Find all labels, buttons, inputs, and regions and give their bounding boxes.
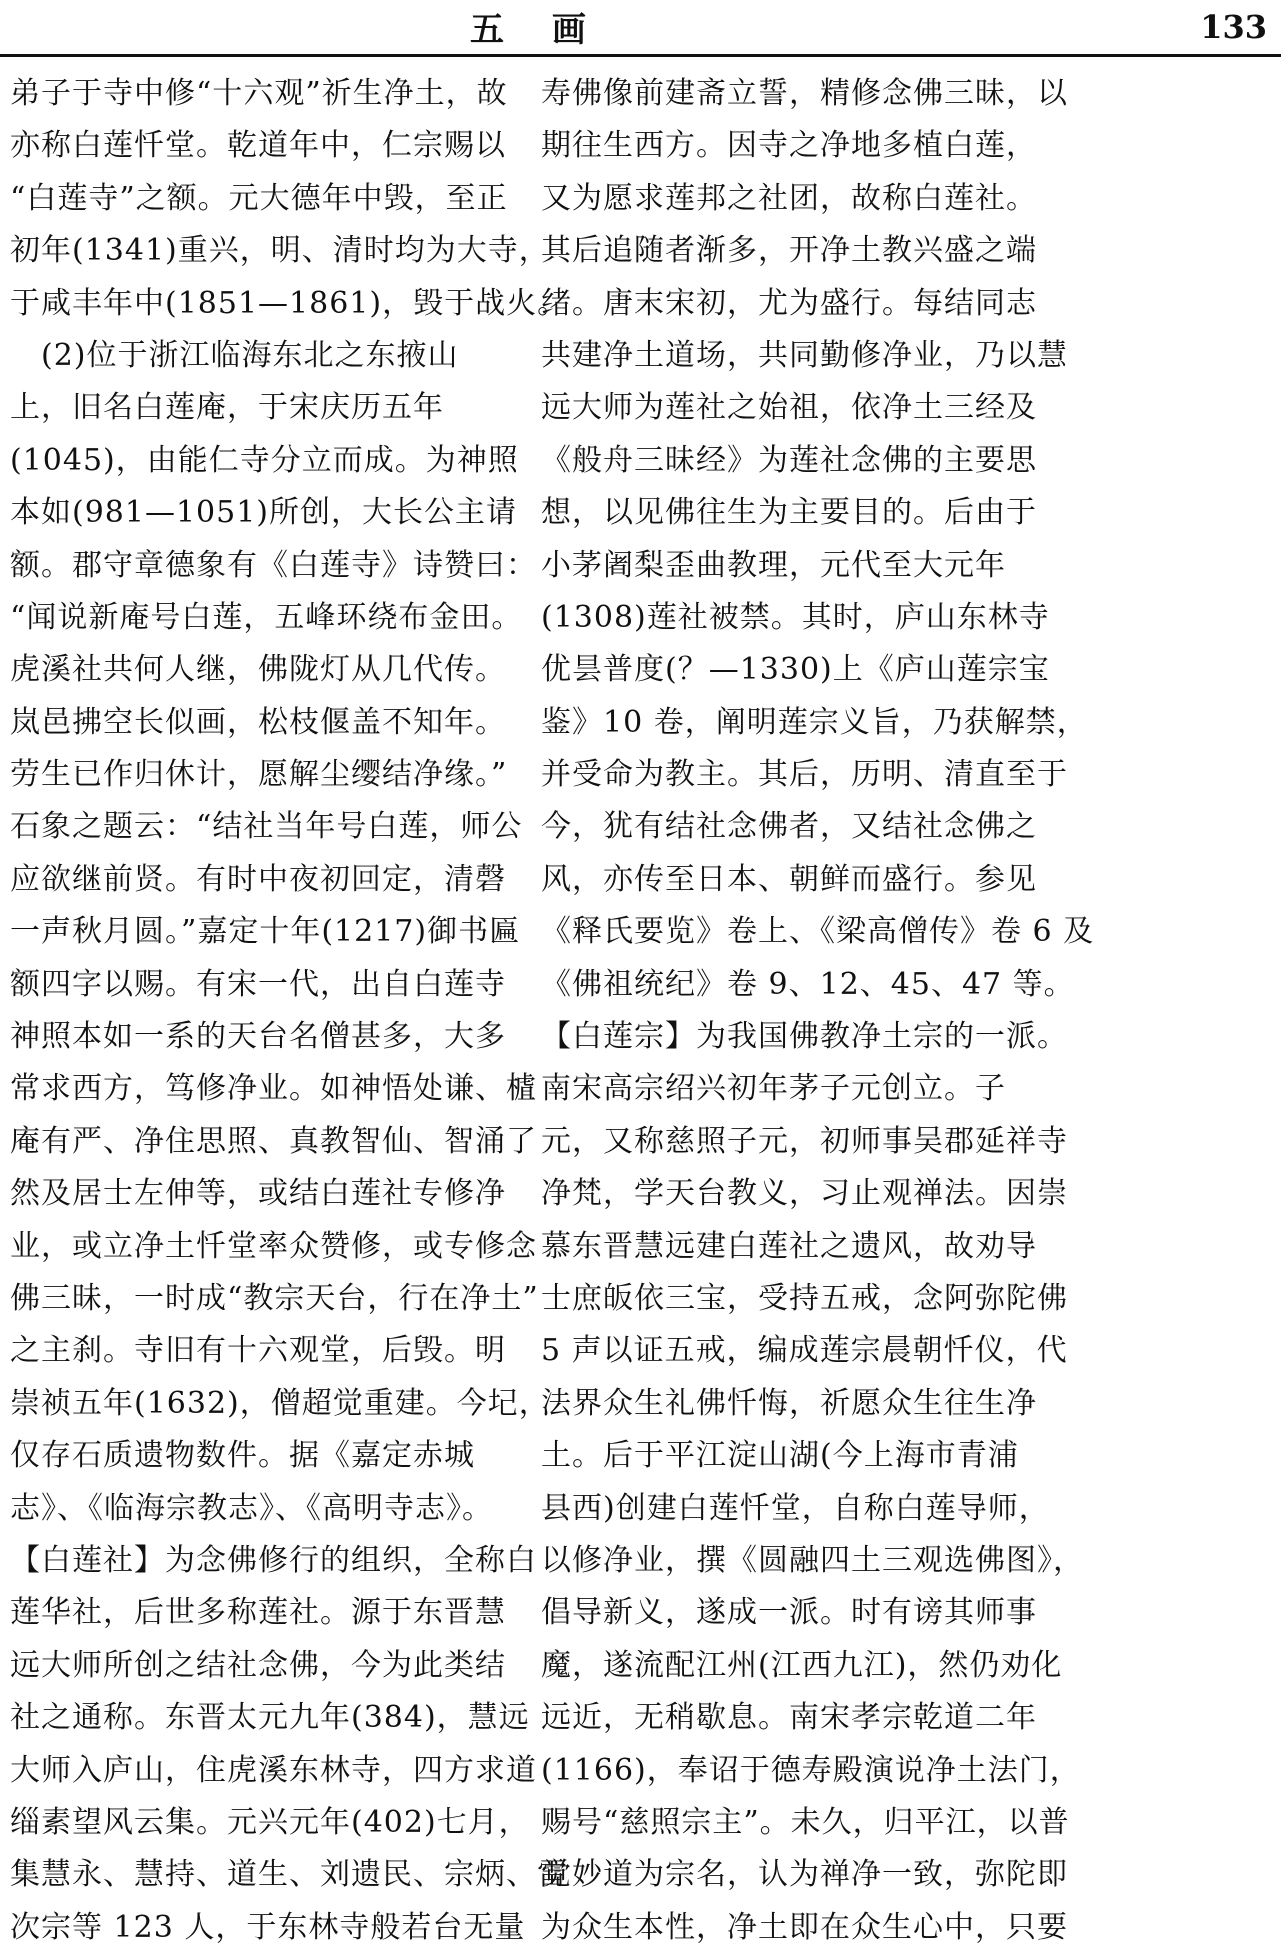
page-header — [0, 0, 1281, 62]
text-line: 慕东晋慧远建白莲社之遗风，故劝导 — [541, 1228, 1037, 1264]
text-line: 鉴》10 卷，阐明莲宗义旨，乃获解禁， — [541, 704, 1088, 740]
text-line: 小茅阇梨歪曲教理，元代至大元年 — [541, 547, 1006, 583]
text-line: 次宗等 123 人，于东林寺般若台无量 — [10, 1909, 526, 1945]
text-line: 业，或立净土忏堂率众赞修，或专修念 — [10, 1228, 537, 1264]
text-line: 净梵，学天台教义，习止观禅法。因崇 — [541, 1176, 1068, 1212]
text-line: (1045)，由能仁寺分立而成。为神照 — [10, 442, 519, 478]
section-title: 五 画 — [470, 10, 604, 50]
text-line: 法界众生礼佛忏悔，祈愿众生往生净 — [541, 1385, 1037, 1421]
text-line: 大师入庐山，住虎溪东林寺，四方求道 — [10, 1752, 537, 1788]
text-line: 仅存石质遗物数件。据《嘉定赤城 — [10, 1438, 475, 1474]
text-line: 于咸丰年中(1851—1861)，毁于战火。 — [10, 285, 569, 321]
text-line: “闻说新庵号白莲，五峰环绕布金田。 — [10, 599, 523, 635]
text-line: 以修净业，撰《圆融四土三观选佛图》， — [541, 1542, 1084, 1578]
page-number: 133 — [1200, 8, 1267, 46]
text-line: 远大师所创之结社念佛，今为此类结 — [10, 1647, 506, 1683]
text-line: 远近，无稍歇息。南宋孝宗乾道二年 — [541, 1700, 1037, 1736]
text-line: 优昙普度(？—1330)上《庐山莲宗宝 — [541, 652, 1050, 688]
text-line: 倡导新义，遂成一派。时有谤其师事 — [541, 1595, 1037, 1631]
text-line: 【白莲宗】为我国佛教净土宗的一派。 — [541, 1019, 1068, 1055]
text-line: 又为愿求莲邦之社团，故称白莲社。 — [541, 180, 1037, 216]
text-line: 莲华社，后世多称莲社。源于东晋慧 — [10, 1595, 506, 1631]
text-line: 社之通称。东晋太元九年(384)，慧远 — [10, 1700, 530, 1736]
text-line: 缁素望风云集。元兴元年(402)七月， — [10, 1804, 530, 1840]
text-line: 其后追随者渐多，开净土教兴盛之端 — [541, 233, 1037, 269]
text-line: 想，以见佛往生为主要目的。后由于 — [541, 495, 1037, 531]
text-line: 佛三昧，一时成“教宗天台，行在净土” — [10, 1280, 539, 1316]
text-line: 一声秋月圆。”嘉定十年(1217)御书匾 — [10, 914, 521, 950]
text-line: 《释氏要览》卷上、《梁高僧传》卷 6 及 — [541, 914, 1095, 950]
text-line: 共建净土道场，共同勤修净业，乃以慧 — [541, 337, 1068, 373]
text-line: 南宋高宗绍兴初年茅子元创立。子 — [541, 1071, 1006, 1107]
text-line: 本如(981—1051)所创，大长公主请 — [10, 495, 518, 531]
text-line: 志》、《临海宗教志》、《高明寺志》。 — [10, 1490, 493, 1526]
text-line: 上，旧名白莲庵，于宋庆历五年 — [10, 390, 444, 426]
text-line: 集慧永、慧持、道生、刘遗民、宗炳、雷 — [10, 1857, 568, 1893]
text-line: 元，又称慈照子元，初师事吴郡延祥寺 — [541, 1123, 1068, 1159]
text-line: 弟子于寺中修“十六观”祈生净土，故 — [10, 76, 508, 111]
text-line: 远大师为莲社之始祖，依净土三经及 — [541, 390, 1037, 426]
text-line: 士庶皈依三宝，受持五戒，念阿弥陀佛 — [541, 1280, 1068, 1316]
text-line: 县西)创建白莲忏堂，自称白莲导师， — [541, 1490, 1050, 1526]
right-text-column — [541, 68, 1095, 1954]
text-line: 岚邑拂空长似画，松枝偃盖不知年。 — [10, 704, 506, 740]
text-line: 庵有严、净住思照、真教智仙、智涌了 — [10, 1123, 537, 1159]
text-line: 虎溪社共何人继，佛陇灯从几代传。 — [10, 652, 506, 688]
text-line: 《般舟三昧经》为莲社念佛的主要思 — [541, 442, 1037, 478]
text-line: (1166)，奉诏于德寿殿演说净土法门， — [541, 1752, 1081, 1788]
text-line: 亦称白莲忏堂。乾道年中，仁宗赐以 — [10, 128, 506, 164]
text-line: 期往生西方。因寺之净地多植白莲， — [541, 128, 1037, 164]
text-line: 魔，遂流配江州(江西九江)，然仍劝化 — [541, 1647, 1063, 1683]
text-line: 石象之题云：“结社当年号白莲，师公 — [10, 809, 523, 845]
text-line: 额。郡守章德象有《白莲寺》诗赞曰： — [10, 547, 537, 583]
left-text-column — [10, 68, 569, 1954]
text-line: 然及居士左伸等，或结白莲社专修净 — [10, 1176, 506, 1212]
text-line: 绪。唐末宋初，尤为盛行。每结同志 — [541, 285, 1037, 321]
header-rule — [0, 54, 1281, 57]
text-line: 今，犹有结社念佛者，又结社念佛之 — [541, 809, 1037, 845]
text-line: 额四字以赐。有宋一代，出自白莲寺 — [10, 966, 506, 1002]
text-line: 常求西方，笃修净业。如神悟处谦、樝 — [10, 1071, 537, 1107]
text-line: 觉妙道为宗名，认为禅净一致，弥陀即 — [541, 1857, 1068, 1893]
text-line: 5 声以证五戒，编成莲宗晨朝忏仪，代 — [541, 1333, 1068, 1369]
text-line: 赐号“慈照宗主”。未久，归平江，以普 — [541, 1804, 1070, 1840]
text-line: 之主刹。寺旧有十六观堂，后毁。明 — [10, 1333, 506, 1369]
text-line: 寿佛像前建斋立誓，精修念佛三昧，以 — [541, 76, 1068, 111]
text-line: 劳生已作归休计，愿解尘缨结净缘。” — [10, 757, 508, 793]
text-line: “白莲寺”之额。元大德年中毁，至正 — [10, 180, 508, 216]
text-line: 神照本如一系的天台名僧甚多，大多 — [10, 1019, 506, 1055]
text-line: 应欲继前贤。有时中夜初回定，清磬 — [10, 861, 506, 897]
text-line: 并受命为教主。其后，历明、清直至于 — [541, 757, 1068, 793]
text-line: 《佛祖统纪》卷 9、12、45、47 等。 — [541, 966, 1075, 1002]
text-line: 风，亦传至日本、朝鲜而盛行。参见 — [541, 861, 1037, 897]
text-line: 为众生本性，净土即在众生心中，只要 — [541, 1909, 1068, 1945]
text-line: 【白莲社】为念佛修行的组织，全称白 — [10, 1542, 537, 1578]
text-line: (1308)莲社被禁。其时，庐山东林寺 — [541, 599, 1050, 635]
text-line: (2)位于浙江临海东北之东掖山 — [10, 337, 459, 373]
text-line: 初年(1341)重兴，明、清时均为大寺， — [10, 233, 550, 269]
text-line: 土。后于平江淀山湖(今上海市青浦 — [541, 1438, 1019, 1474]
text-line: 崇祯五年(1632)，僧超觉重建。今圮， — [10, 1385, 550, 1421]
